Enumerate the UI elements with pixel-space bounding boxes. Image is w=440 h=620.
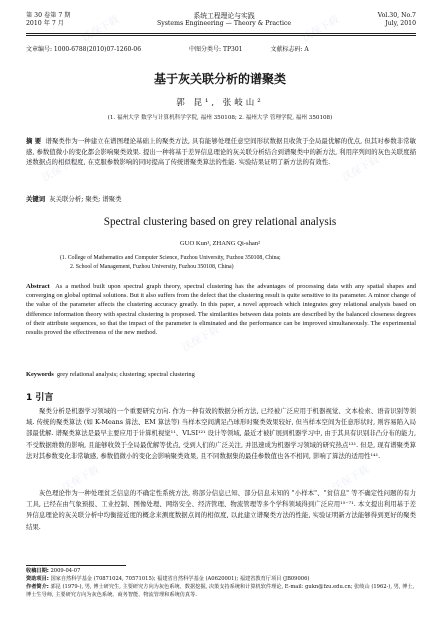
affiliations-cn: (1. 福州大学 数学与计算机科学学院, 福州 350108; 2. 福州大学 管理学院, 福州 350108) (107, 115, 333, 121)
watermark: 沃保下载 (340, 154, 382, 184)
abstract-cn (26, 136, 416, 168)
bio-label: 作者简介: (26, 584, 49, 590)
affiliation-en-1: (1. College of Mathematics and Computer Science, Fuzhou University, Fuzhou 350108, China; (60, 255, 281, 261)
header-rule (26, 33, 416, 34)
journal-name-en: Systems Engineering — Theory & Practice (157, 20, 292, 27)
watermark: 沃保下载 (330, 464, 372, 494)
keywords-cn (26, 194, 416, 205)
article-meta (26, 44, 416, 53)
abstract-cn-text: 谱聚类作为一种建立在谱图理论基础上的聚类方法, 具有能够处理任意空间形状数据且收敛于全局最优解的优点, 但其对参数非常敏感, 参数值微小的变化都会影响聚类效果. 提出一种将基于差异信息理论的灰关联分析结合到谱聚类中的新方法, 利用序列间的灰色关联度描述数据点的相似程度, 在克服参数影响的同时提高了传统谱聚类算法的性能. 实验结果证明了新方法的有效性. (26, 137, 416, 166)
abstract-cn-label: 摘 要 (26, 137, 42, 145)
abstract-en-label: Abstract (26, 283, 50, 290)
watermark: 沃保下载 (300, 14, 342, 44)
header-rule-thin (26, 35, 416, 36)
header-left (26, 12, 70, 28)
clc-number: 中图分类号: TP301 (189, 46, 243, 53)
keywords-cn-label: 关键词 (26, 195, 46, 203)
intro-paragraph-2: 灰色理论作为一种处理贫乏信息的不确定性系统方法, 将部分信息已知、部分信息未知的 "小样本"、"贫信息" 等不确定性问题的有力工具, 已经在由气象预报、工业控制、图像处理、网络安全、经济管理、物流管理等多个学科领域得到广泛应用¹⁵⁻⁷¹. 本文提出利用基于差异信息理论的灰关联分析中均衡接近度的概念来测度数据点间的相似度, 以此建立谱聚类方法的性能, 实验证明新方法能够得到更好的聚类结果. (26, 489, 416, 531)
paper-title-cn: 基于灰关联分析的谱聚类 (153, 72, 286, 86)
volume-issue-en: Vol.30, No.7 (377, 12, 416, 19)
keywords-en-text: grey relational analysis; clustering; spectral clustering (56, 371, 195, 378)
footnote-rule (26, 565, 126, 566)
footnote-funding (26, 576, 416, 584)
watermark: 沃保下载 (40, 154, 82, 184)
bio-text: 郭昆 (1979-), 男, 博士研究生, 主要研究方向为灰色系统、数据挖掘, 决策支持系统和计算机软件理论, E-mail: gukn@fzu.edu.cn; 张岐山 (1962-), 男, 博士, 博士生导师, 主要研究方向为灰色系统、商务智能、物流管理和系统仿真等. (26, 584, 415, 598)
received-date: 2009-04-07 (50, 568, 81, 574)
abstract-en-text: As a method built upon spectral graph theory, spectral clustering has the advantages of processing data with any spatial shapes and converging on global optimal solutions. But it also suffers from the defect that the clustering result is quite sensitive to its parameter. A minor change of the value of the parameter affects the clustering accuracy greatly. In this paper, a novel approach which integrates grey relational analysis based on difference information theory with spectral clustering is proposed. The similarities between data points are described by the balanced closeness degrees of their attribute sequences, so that the impact of the parameter is eliminated and the performance can be improved simultaneously. The experimental results proved the effectiveness of the new method. (26, 283, 416, 337)
keywords-en (26, 370, 416, 379)
watermark: 沃保下载 (80, 14, 122, 44)
affiliation-en-2: 2. School of Management, Fuzhou University, Fuzhou 350108, China) (70, 264, 234, 270)
running-header (26, 12, 416, 28)
issue-date-cn: 2010 年 7 月 (26, 20, 64, 27)
authors-cn: 郭 昆¹, 张岐山² (176, 98, 264, 108)
document-code: 文献标志码: A (270, 46, 309, 53)
watermark: 沃保下载 (180, 324, 222, 354)
watermark: 沃保下载 (60, 464, 102, 494)
footnote-received (26, 568, 416, 576)
funding-label: 资助项目: (26, 576, 49, 582)
volume-issue: 第 30 卷第 7 期 (26, 12, 71, 19)
journal-name-cn: 系统工程理论与实践 (193, 12, 255, 20)
keywords-en-label: Keywords (26, 371, 54, 378)
issue-date-en: July, 2010 (385, 20, 416, 27)
section-heading-introduction: 1 引言 (26, 393, 54, 403)
funding-text: 国家自然科学基金 (70871024, 70571015); 福建省自然科学基金 (A0620001); 福建省教育厅项目 (JB09006) (50, 576, 310, 582)
article-id: 文章编号: 1000-6788(2010)07-1260-06 (26, 46, 142, 53)
received-label: 收稿日期: (26, 568, 49, 574)
paper-title-en: Spectral clustering based on grey relational analysis (103, 216, 337, 228)
footnote-bio (26, 584, 416, 599)
header-center (70, 12, 377, 28)
intro-paragraph-1: 聚类分析是机器学习领域的一个重要研究方向. 作为一种有效的数据分析方法, 已经被广泛应用于机器视觉、文本检索、语音识别等领域. 传统的聚类算法 (如 K-Means 算法、EM 算法等) 当样本空间满足凸球形时聚类效果较好, 但当样本空间为任意形状时, 则容易陷入局部最优解. 谱聚类算法是最早主要应用于计算机视觉¹¹、VLSI¹²¹ 设计等领域, 最近才被扩展到机器学习中, 由于其具有识别非凸分布的能力, 不受数据维数的影响, 且能够收敛于全局最优解等优点, 受到人们的广泛关注, 并迅速成为机器学习领域的研究热点¹³¹. 但是, 现有谱聚类算法对其参数变化非常敏感, 参数值微小的变化会影响聚类效果, 且不同数据集的最佳参数值也各不相同, 影响了算法的适用性¹⁴¹. (26, 407, 416, 460)
header-right (378, 12, 416, 28)
keywords-cn-text: 灰关联分析; 聚类; 谱聚类 (49, 195, 122, 203)
abstract-en (26, 282, 416, 337)
authors-en: GUO Kun¹, ZHANG Qi-shan² (179, 240, 261, 247)
